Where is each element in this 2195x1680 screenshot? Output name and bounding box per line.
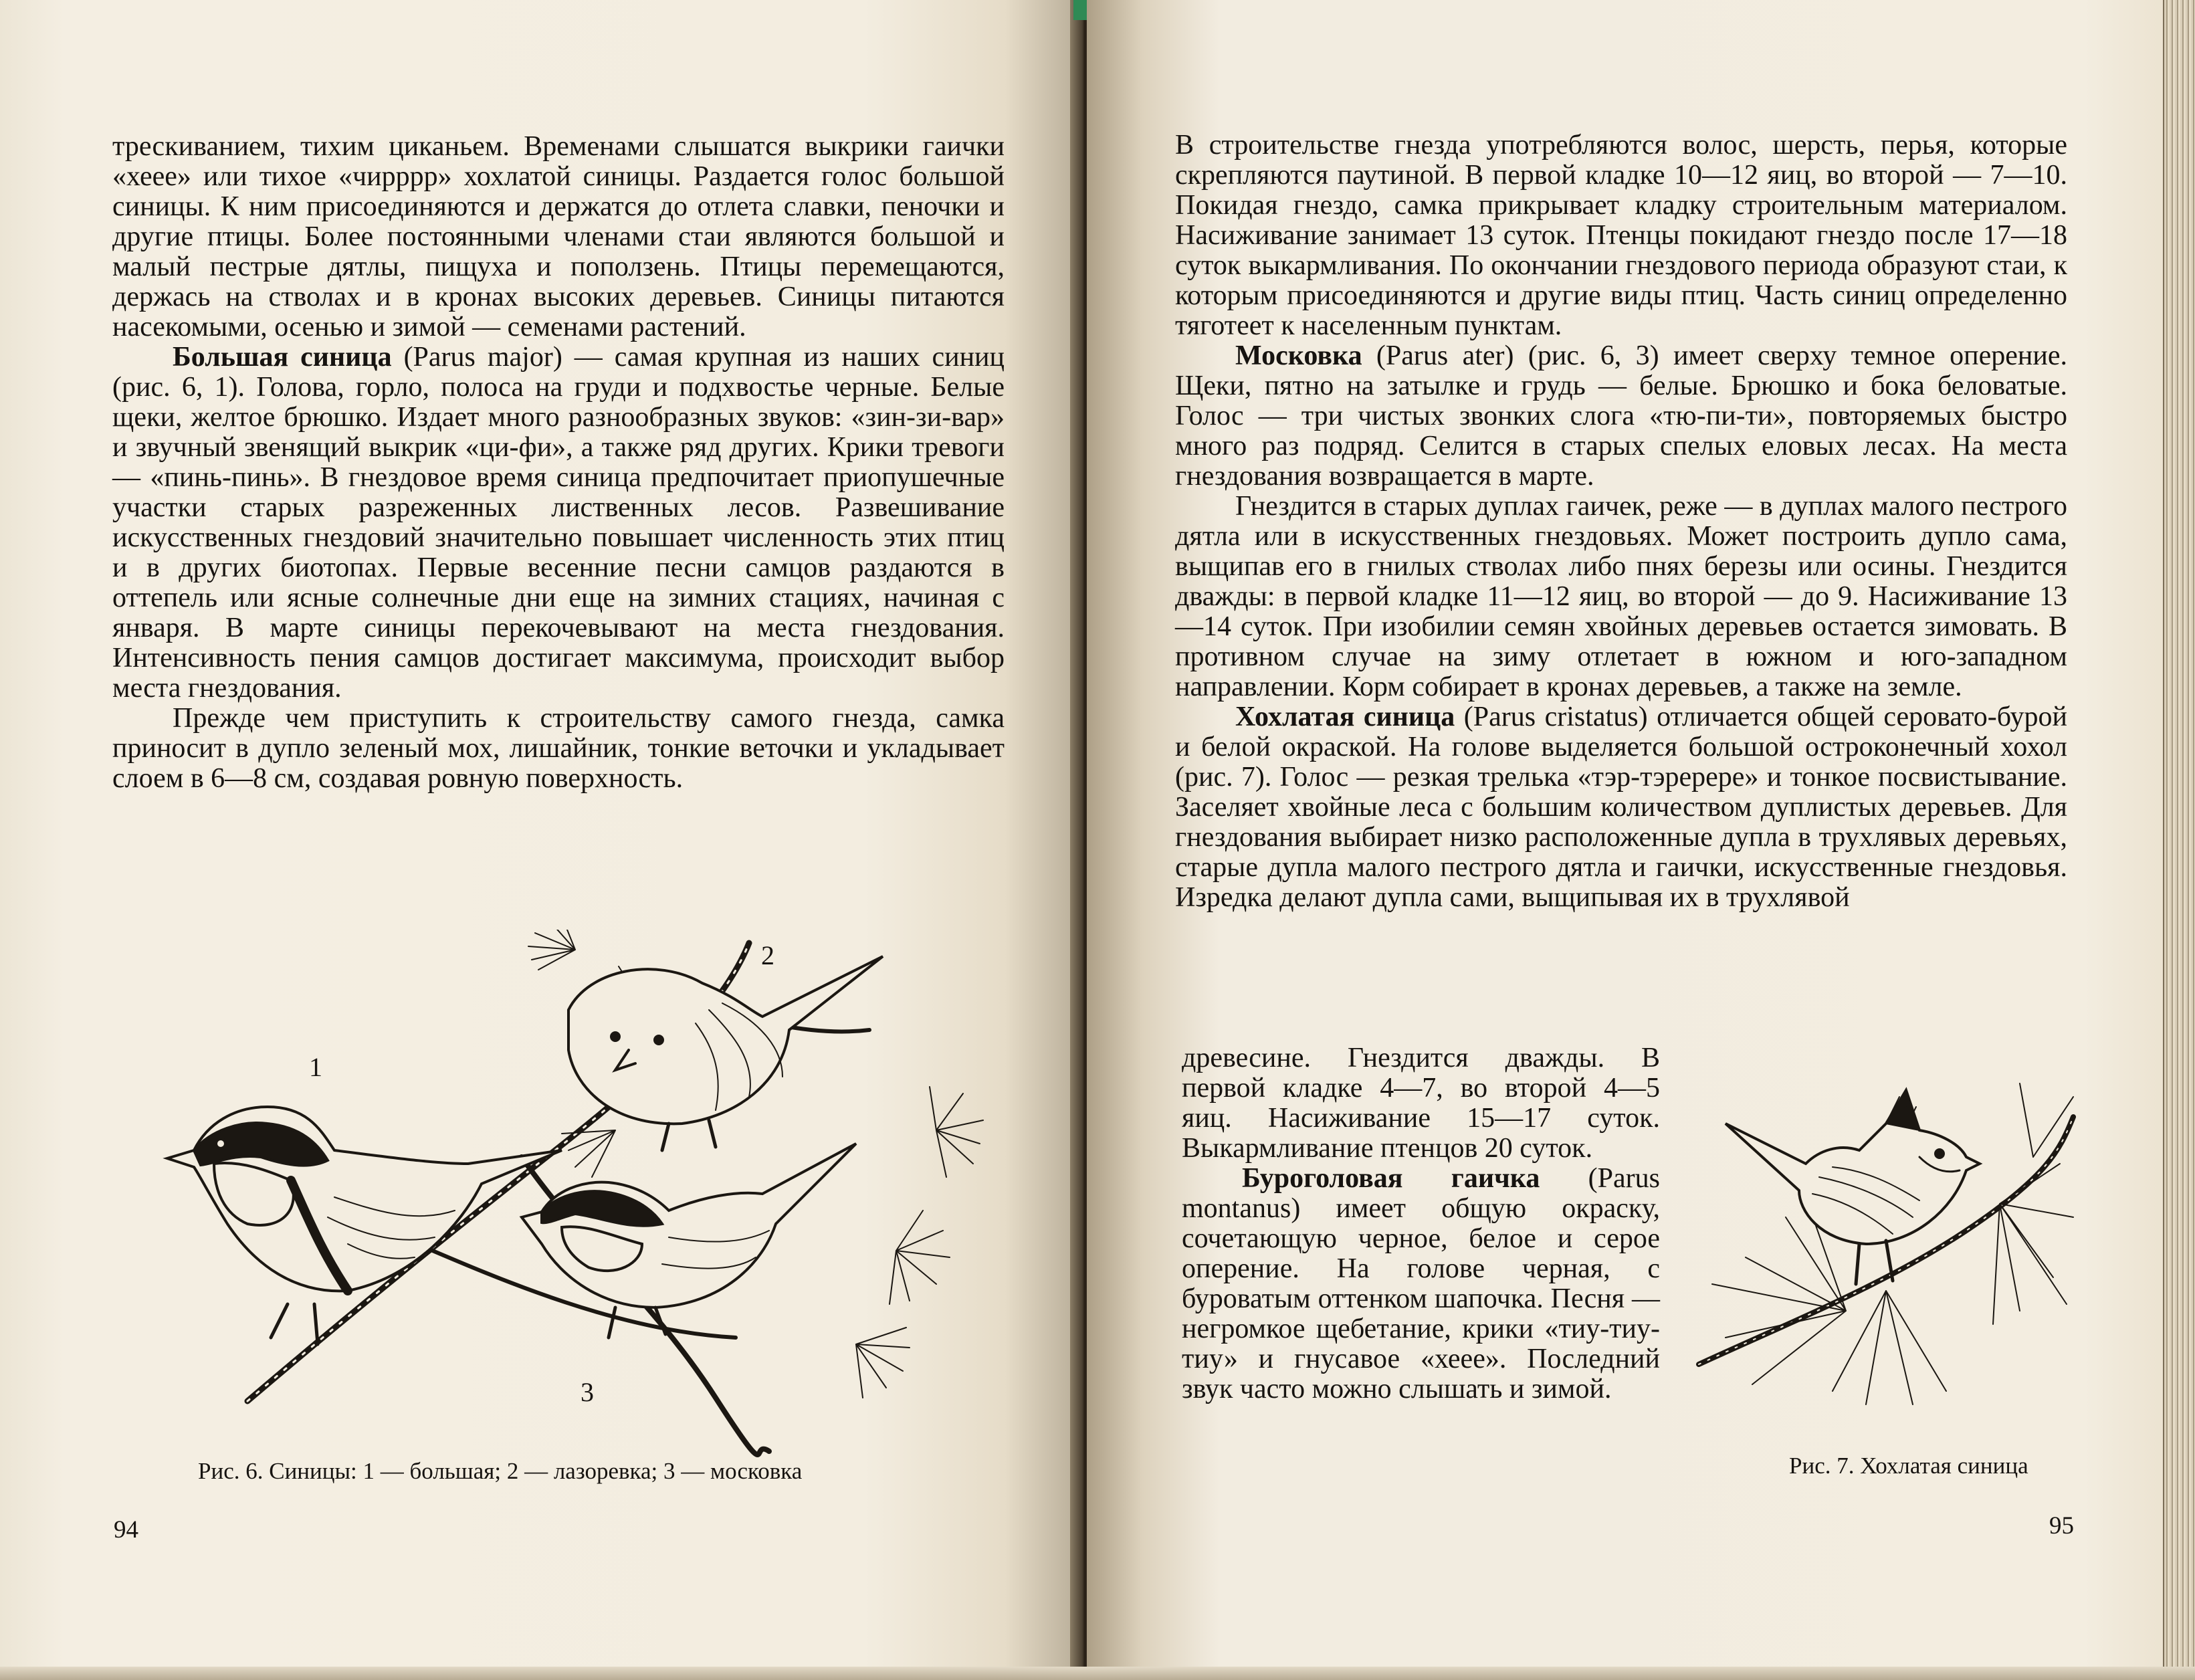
right-paragraph-4: Хохлатая синица (Parus cristatus) отличается общей серовато-бурой и белой окраской. На голове выделяется большой остроконечный хохол (рис. 7). Голос — резкая трелька «тэр-тэререре» и тонкое посвистывание. Заселяет хвойные леса с большим количеством дуплистых деревьев. Для гнездования выбирает низко расположенные дупла в трухлявых деревьях, старые дупла малого пестрого дятла и гаички, искусственные гнездовья. Изредка делают дупла сами, выщипывая их в трухлявой bbox=[1175, 702, 2067, 913]
bottom-edge bbox=[0, 1667, 2195, 1680]
figure-6-label-1: 1 bbox=[309, 1052, 322, 1082]
figure-6-caption: Рис. 6. Синицы: 1 — большая; 2 — лазоревка; 3 — московка bbox=[198, 1458, 803, 1484]
right-narrow-paragraph-2: Буроголовая гаичка (Parus montanus) имеет общую окраску, сочетающую черное, белое и серое оперение. На голове черная, с буроватым оттенком шапочка. Песня — негромкое щебетание, крики «тиу-тиу-тиу» и гнусавое «хеее». Последний звук часто можно слышать и зимой. bbox=[1182, 1163, 1660, 1404]
right-paragraph-3: Гнездится в старых дуплах гаичек, реже — в дуплах малого пестрого дятла или в искусственных гнездовьях. Может построить дупло сама, выщипав его в гнилых стволах либо пнях березы или осины. Гнездится дважды: в первой кладке 11—12 яиц, во второй — до 9. Насиживание 13—14 суток. При изобилии семян хвойных деревьев остается зимовать. В противном случае на зиму отлетает в южном и юго-западном направлении. Корм собирает в кронах деревьев, а также на земле. bbox=[1175, 491, 2067, 702]
species-heading: Московка bbox=[1235, 340, 1362, 371]
figure-6-illustration bbox=[147, 930, 1010, 1458]
left-paragraph-1: трескиванием, тихим циканьем. Временами слышатся выкрики гаички «хеее» или тихое «чирррр» хохлатой синицы. Раздается голос большой синицы. К ним присоединяются и держатся до отлета славки, пеночки и другие птицы. Более постоянными членами стаи являются большой и малый пестрые дятлы, пищуха и поползень. Птицы перемещаются, держась на стволах и в кронах высоких деревьев. Синицы питаются насекомыми, осенью и зимой — семенами растений. bbox=[112, 131, 1005, 342]
right-narrow-paragraph-1: древесине. Гнездится дважды. В первой кладке 4—7, во второй 4—5 яиц. Насиживание 15—17 суток. Выкармливание птенцов 20 суток. bbox=[1182, 1043, 1660, 1164]
left-paragraph-2: Большая синица (Parus major) — самая крупная из наших синиц (рис. 6, 1). Голова, горло, полоса на груди и подхвостье черные. Белые щеки, желтое брюшко. Издает много разнообразных звуков: «зин-зи-вар» и звучный звенящий выкрик «ци-фи», а также ряд других. Крики тревоги — «пинь-пинь». В гнездовое время синица предпочитает приопушечные участки старых разреженных лиственных лесов. Развешивание искусственных гнездовий значительно повышает численность этих птиц и в других биотопах. Первые весенние песни самцов раздаются в оттепель или ясные солнечные дни еще на зимних стациях, начиная с января. В марте синицы перекочевывают на места гнездования. Интенсивность пения самцов достигает максимума, происходит выбор места гнездования. bbox=[112, 342, 1005, 704]
left-paragraph-3: Прежде чем приступить к строительству самого гнезда, самка приносит в дупло зеленый мох, лишайник, тонкие веточки и укладывает слоем в 6—8 см, создавая ровную поверхность. bbox=[112, 703, 1005, 794]
species-heading: Большая синица bbox=[173, 342, 392, 373]
left-page bbox=[0, 0, 1080, 1680]
left-text-column bbox=[112, 132, 1005, 794]
page-number-left: 94 bbox=[114, 1516, 138, 1544]
figure-7-illustration bbox=[1685, 1057, 2087, 1418]
figure-6-label-2: 2 bbox=[761, 940, 774, 970]
right-text-column bbox=[1175, 130, 2067, 913]
bookmark-ribbon bbox=[1073, 0, 1088, 20]
figure-7-caption: Рис. 7. Хохлатая синица bbox=[1789, 1453, 2028, 1479]
species-heading: Хохлатая синица bbox=[1235, 702, 1455, 732]
figure-6-label-3: 3 bbox=[581, 1377, 594, 1407]
page-edges bbox=[2163, 0, 2195, 1680]
species-heading: Буроголовая гаичка bbox=[1242, 1163, 1540, 1194]
page-number-right: 95 bbox=[2049, 1512, 2074, 1540]
right-paragraph-2: Московка (Parus ater) (рис. 6, 3) имеет сверху темное оперение. Щеки, пятно на затылке и грудь — белые. Брюшко и бока беловатые. Голос — три чистых звонких слога «тю-пи-ти», повторяемых быстро много раз подряд. Селится в старых спелых еловых лесах. На места гнездования возвращается в марте. bbox=[1175, 340, 2067, 492]
right-narrow-column bbox=[1182, 1043, 1660, 1404]
right-paragraph-1: В строительстве гнезда употребляются волос, шерсть, перья, которые скрепляются паутиной. В первой кладке 10—12 яиц, во второй — 7—10. Покидая гнездо, самка прикрывает кладку строительным материалом. Насиживание занимает 13 суток. Птенцы покидают гнездо после 17—18 суток выкармливания. По окончании гнездового периода образуют стаи, к которым присоединяются и другие виды птиц. Часть синиц определенно тяготеет к населенным пунктам. bbox=[1175, 130, 2067, 341]
